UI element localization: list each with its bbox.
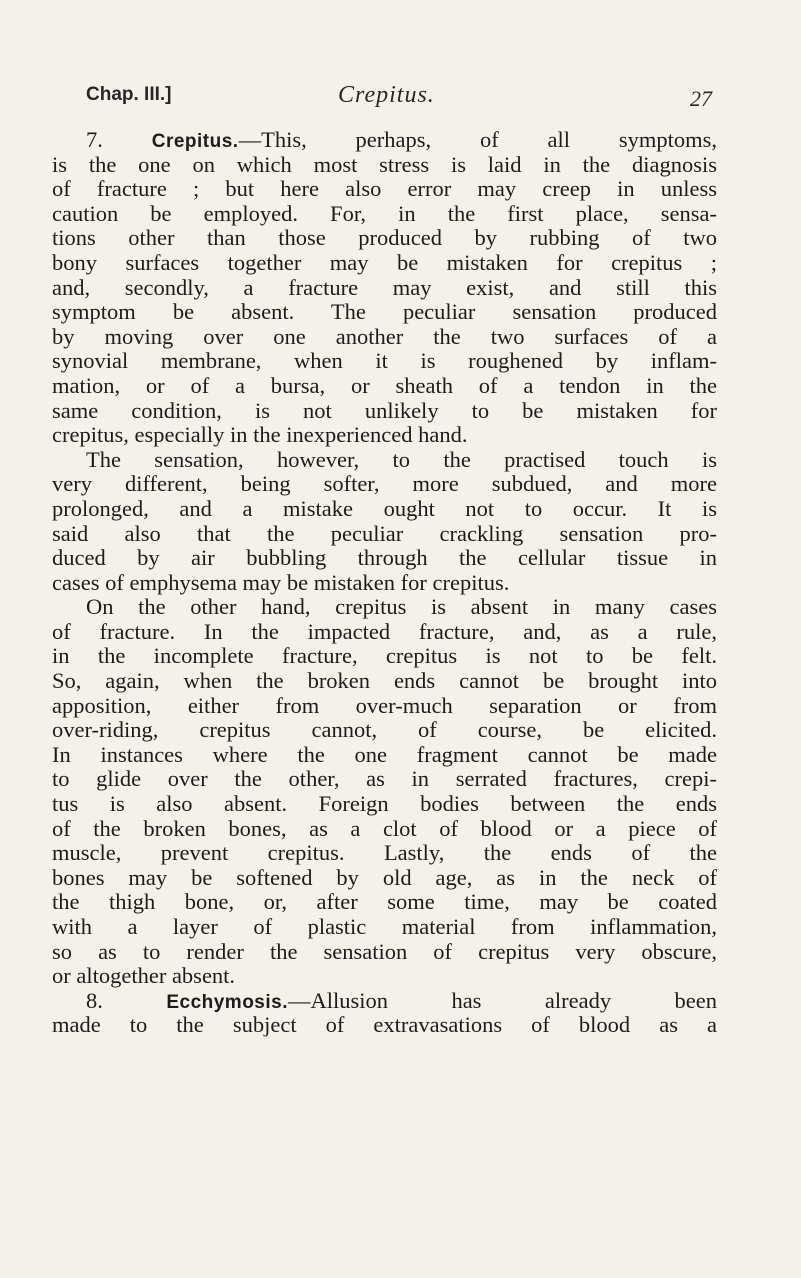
- text-line: apposition, either from over-much separation or from: [52, 692, 717, 718]
- text-line: muscle, prevent crepitus. Lastly, the ends of the: [52, 840, 717, 866]
- text-line: and, secondly, a fracture may exist, and still this: [52, 274, 717, 300]
- text-line: [52, 989, 717, 1014]
- text-line: tions other than those produced by rubbing of two: [52, 225, 717, 251]
- text-line: is the one on which most stress is laid in the diagnosis: [52, 151, 717, 177]
- text-line: of fracture ; but here also error may creep in unless: [52, 176, 717, 202]
- text-line: caution be employed. For, in the first place, sensa-: [52, 200, 717, 226]
- text-line: crepitus, especially in the inexperienced hand.: [52, 422, 468, 448]
- line-text: —This, perhaps, of all symptoms,: [238, 127, 717, 152]
- text-line: tus is also absent. Foreign bodies between the ends: [52, 791, 717, 817]
- section-heading: Crepitus.: [151, 131, 239, 152]
- section-number: 7.: [86, 127, 103, 152]
- text-line: made to the subject of extravasations of blood as a: [52, 1012, 717, 1038]
- text-line: of fracture. In the impacted fracture, and, as a rule,: [52, 618, 717, 644]
- text-line: So, again, when the broken ends cannot be brought into: [52, 668, 717, 694]
- text-line: bony surfaces together may be mistaken for crepitus ;: [52, 249, 717, 275]
- chapter-label: Chap. III.]: [86, 84, 172, 105]
- text-line: over-riding, crepitus cannot, of course, be elicited.: [52, 717, 717, 743]
- paragraph-absent-crepitus: [52, 595, 717, 989]
- text-line: so as to render the sensation of crepitus very obscure,: [52, 938, 717, 964]
- text-line: bones may be softened by old age, as in the neck of: [52, 864, 717, 890]
- text-line: of the broken bones, as a clot of blood or a piece of: [52, 815, 717, 841]
- text-line: same condition, is not unlikely to be mistaken for: [52, 397, 717, 423]
- paragraph-sensation: [52, 448, 717, 596]
- text-line: symptom be absent. The peculiar sensation produced: [52, 299, 717, 325]
- section-number: 8.: [86, 987, 103, 1013]
- text-line: synovial membrane, when it is roughened by inflam-: [52, 348, 717, 374]
- text-line: duced by air bubbling through the cellular tissue in: [52, 545, 717, 571]
- text-line: prolonged, and a mistake ought not to occur. It is: [52, 495, 717, 521]
- text-line: In instances where the one fragment cannot be made: [52, 741, 717, 767]
- text-line: said also that the peculiar crackling sensation pro-: [52, 520, 717, 546]
- line-text: —Allusion has already been: [288, 987, 718, 1013]
- text-line: [52, 128, 717, 153]
- text-line: The sensation, however, to the practised touch is: [86, 446, 717, 472]
- text-line: by moving over one another the two surfaces of a: [52, 323, 717, 349]
- text-line: the thigh bone, or, after some time, may be coated: [52, 889, 717, 915]
- text-line: cases of emphysema may be mistaken for crepitus.: [52, 569, 510, 595]
- paragraph-ecchymosis: [52, 989, 717, 1038]
- text-line: with a layer of plastic material from inflammation,: [52, 914, 717, 939]
- paragraph-crepitus: [52, 128, 717, 448]
- text-line: mation, or of a bursa, or sheath of a tendon in the: [52, 372, 717, 398]
- page-number: 27: [690, 86, 712, 111]
- running-title: Crepitus.: [338, 82, 435, 108]
- text-line: in the incomplete fracture, crepitus is not to be felt.: [52, 643, 717, 669]
- body-text: [52, 128, 717, 1038]
- text-line: On the other hand, crepitus is absent in many cases: [86, 594, 717, 620]
- text-line: or altogether absent.: [52, 963, 236, 989]
- text-line: very different, being softer, more subdued, and more: [52, 471, 717, 497]
- text-line: to glide over the other, as in serrated fractures, crepi-: [52, 766, 717, 792]
- section-heading: Ecchymosis.: [166, 991, 288, 1013]
- page-header: [86, 82, 716, 112]
